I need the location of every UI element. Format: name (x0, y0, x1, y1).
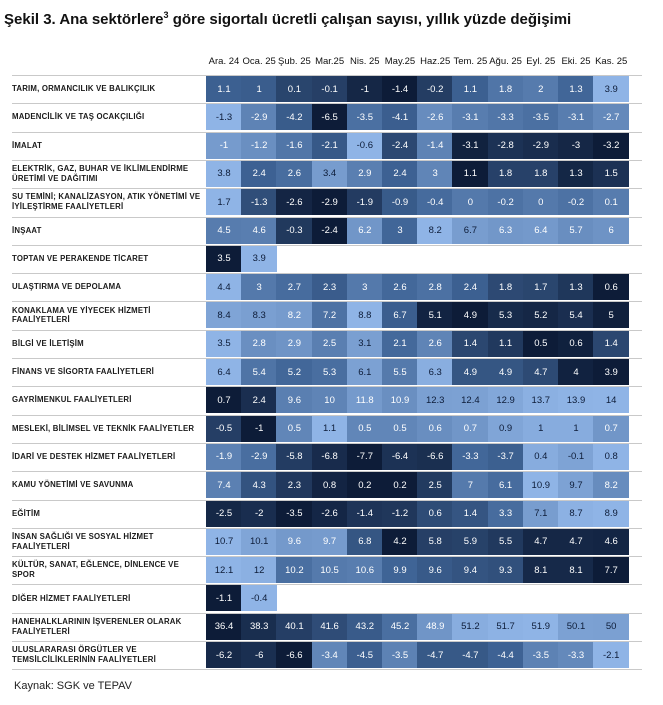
heatmap-cell: -1.9 (347, 189, 383, 215)
chart-title-main: Şekil 3. Ana sektörlere (4, 11, 164, 28)
heatmap-cell: 7.2 (312, 302, 348, 328)
heatmap-cell: 4.5 (206, 218, 242, 244)
heatmap-cell: 5.4 (558, 302, 594, 328)
heatmap-cell: 48.9 (417, 614, 453, 640)
heatmap-cell: 0.5 (523, 331, 559, 357)
heatmap-cell: 8.4 (206, 302, 242, 328)
heatmap-cell: 1 (523, 416, 559, 442)
heatmap-cell: -3.5 (276, 501, 312, 527)
heatmap-cell: 0.6 (558, 331, 594, 357)
heatmap-cell: 10.9 (523, 472, 559, 498)
row-label: İNSAN SAĞLIĞI VE SOSYAL HİZMET FAALİYETLERİ (12, 532, 154, 551)
heatmap-cell: 9.7 (558, 472, 594, 498)
row-label: KÜLTÜR, SANAT, EĞLENCE, DİNLENCE VE SPOR (12, 560, 179, 580)
heatmap-cell: -1 (206, 133, 242, 159)
row-label: EĞİTİM (12, 508, 41, 518)
heatmap-cell: 6 (593, 218, 629, 244)
column-header: Mar.25 (315, 56, 345, 67)
heatmap-cell: 1.1 (452, 161, 488, 187)
heatmap-cell: 4 (558, 359, 594, 385)
heatmap-cell: 2.3 (276, 472, 312, 498)
source-note: Kaynak: SGK ve TEPAV (14, 680, 132, 692)
row-label: HANEHALKLARININ İŞVERENLER OLARAK FAALİYETLERİ (12, 616, 182, 636)
heatmap-cell: 1.8 (488, 76, 524, 102)
heatmap-cell: -6.8 (312, 444, 348, 470)
heatmap-cell: 0.6 (593, 274, 629, 300)
row-label: ULAŞTIRMA VE DEPOLAMA (12, 282, 122, 292)
heatmap-cell: 10.5 (312, 557, 348, 583)
heatmap-cell: 2.9 (276, 331, 312, 357)
heatmap-cell: 3.9 (593, 76, 629, 102)
heatmap-cell: 5 (593, 302, 629, 328)
heatmap-cell: 9.6 (417, 557, 453, 583)
heatmap-cell: 6.7 (452, 218, 488, 244)
heatmap-cell: 0.7 (452, 416, 488, 442)
column-header: Kas. 25 (595, 56, 628, 67)
heatmap-cell: 11.8 (347, 387, 383, 413)
heatmap-cell: -1 (241, 416, 277, 442)
heatmap-cell: 1.1 (206, 76, 242, 102)
column-header: Eyl. 25 (526, 56, 556, 67)
column-header: Tem. 25 (453, 56, 488, 67)
heatmap-cell: 1.8 (523, 161, 559, 187)
heatmap-cell: 4.9 (488, 359, 524, 385)
heatmap-cell: 4.7 (558, 529, 594, 555)
heatmap-cell: 2.5 (312, 331, 348, 357)
row-label: KONAKLAMA VE YİYECEK HİZMETİ FAALİYETLERİ (12, 305, 151, 325)
heatmap-cell: -1.9 (206, 444, 242, 470)
row-label: İMALAT (12, 140, 43, 150)
heatmap-cell: -4.2 (276, 104, 312, 130)
heatmap-cell: 4.7 (523, 359, 559, 385)
heatmap-cell: 13.7 (523, 387, 559, 413)
row-label: İNŞAAT (12, 225, 42, 235)
heatmap-cell: 3.9 (241, 246, 277, 272)
heatmap-cell: 8.9 (593, 501, 629, 527)
heatmap-cell: 0.7 (593, 416, 629, 442)
column-header: Ara. 24 (208, 56, 240, 67)
heatmap-cell: 12 (241, 557, 277, 583)
column-header: Şub. 25 (278, 56, 311, 67)
heatmap-cell: 2.8 (241, 331, 277, 357)
heatmap-cell: -3.4 (312, 642, 348, 668)
heatmap-cell: 0.9 (488, 416, 524, 442)
heatmap-cell: -6.4 (382, 444, 418, 470)
heatmap-cell: 36.4 (206, 614, 242, 640)
heatmap-cell: 10.6 (347, 557, 383, 583)
heatmap-cell: -4.1 (382, 104, 418, 130)
heatmap-cell: -5.8 (276, 444, 312, 470)
heatmap-cell: -0.1 (558, 444, 594, 470)
heatmap-cell: -2.9 (523, 133, 559, 159)
heatmap-cell: 8.1 (523, 557, 559, 583)
heatmap-cell: 0.4 (523, 444, 559, 470)
heatmap-cell: 2.4 (241, 161, 277, 187)
heatmap-cell: 12.4 (452, 387, 488, 413)
heatmap-cell: 4.4 (206, 274, 242, 300)
heatmap-cell: 2.4 (382, 161, 418, 187)
row-label: ULUSLARARASI ÖRGÜTLER VE TEMSİLCİLİKLERİNİN FAALİYETLERİ (12, 645, 156, 664)
heatmap-cell: -2.7 (593, 104, 629, 130)
heatmap-cell: 4.6 (593, 529, 629, 555)
heatmap-cell: 2.3 (312, 274, 348, 300)
heatmap-cell: 45.2 (382, 614, 418, 640)
heatmap-cell: -3.1 (452, 104, 488, 130)
heatmap-cell: 9.6 (276, 529, 312, 555)
heatmap-cell: 5.4 (241, 359, 277, 385)
row-label: KAMU YÖNETİMİ VE SAVUNMA (12, 480, 134, 490)
heatmap-cell: -4.4 (488, 642, 524, 668)
heatmap-cell: 3.5 (206, 331, 242, 357)
heatmap-cell: 2.6 (276, 161, 312, 187)
heatmap-cell: -6.6 (417, 444, 453, 470)
heatmap-cell: -3.3 (488, 104, 524, 130)
heatmap-cell: 8.3 (241, 302, 277, 328)
heatmap-cell: -0.4 (241, 585, 277, 611)
heatmap-cell: -1.3 (206, 104, 242, 130)
heatmap-cell: 2.5 (417, 472, 453, 498)
heatmap-cell: -6.2 (206, 642, 242, 668)
heatmap-cell: -2.8 (488, 133, 524, 159)
heatmap-cell: 9.4 (452, 557, 488, 583)
heatmap-cell: 12.3 (417, 387, 453, 413)
heatmap-cell: 5.3 (488, 302, 524, 328)
heatmap-cell: 8.8 (347, 302, 383, 328)
heatmap-cell: 1.8 (488, 274, 524, 300)
heatmap-cell: 5.8 (417, 529, 453, 555)
heatmap-cell: 5.5 (382, 359, 418, 385)
heatmap-cell: -0.2 (558, 189, 594, 215)
heatmap-cell: 51.2 (452, 614, 488, 640)
heatmap-cell: 6.1 (347, 359, 383, 385)
heatmap-cell: 1.1 (488, 331, 524, 357)
heatmap-cell: 0.5 (276, 416, 312, 442)
heatmap-cell: 5.2 (276, 359, 312, 385)
heatmap-cell: 0.5 (347, 416, 383, 442)
heatmap-cell: -3.1 (452, 133, 488, 159)
heatmap-cell: 0.6 (417, 416, 453, 442)
heatmap-cell: -1.4 (382, 76, 418, 102)
heatmap-cell: 6.3 (488, 218, 524, 244)
heatmap-cell: 4.2 (382, 529, 418, 555)
heatmap-cell: 43.2 (347, 614, 383, 640)
row-divider (12, 669, 642, 670)
chart-title-footnote: 3 (163, 10, 169, 20)
row-label: GAYRİMENKUL FAALİYETLERİ (12, 395, 132, 405)
heatmap-cell: 2.4 (452, 274, 488, 300)
heatmap-cell: 8.7 (558, 501, 594, 527)
heatmap-cell: -1.1 (206, 585, 242, 611)
heatmap-cell: -1 (347, 76, 383, 102)
row-label: TARIM, ORMANCILIK VE BALIKÇILIK (12, 84, 156, 94)
heatmap-cell: 50.1 (558, 614, 594, 640)
heatmap-cell: 0.2 (382, 472, 418, 498)
heatmap-cell: 1.5 (593, 161, 629, 187)
heatmap-cell: -2.6 (417, 104, 453, 130)
heatmap-cell: 9.3 (488, 557, 524, 583)
heatmap-cell: 1.8 (488, 161, 524, 187)
heatmap-cell: 6.4 (523, 218, 559, 244)
column-header: May.25 (384, 56, 416, 67)
heatmap-cell: 4.3 (241, 472, 277, 498)
heatmap-cell: -1.2 (241, 133, 277, 159)
heatmap-cell: 1.4 (452, 501, 488, 527)
heatmap-cell: 7.7 (593, 557, 629, 583)
heatmap-cell: 9.7 (312, 529, 348, 555)
heatmap-cell: -1.6 (276, 133, 312, 159)
heatmap-cell: -6.6 (276, 642, 312, 668)
heatmap-cell: 1.3 (558, 76, 594, 102)
heatmap-cell: 6.3 (417, 359, 453, 385)
heatmap-cell: -2.9 (241, 444, 277, 470)
heatmap-cell: 2.4 (241, 387, 277, 413)
heatmap-cell: -1.3 (241, 189, 277, 215)
heatmap-cell: -1.2 (382, 501, 418, 527)
column-header: Oca. 25 (242, 56, 276, 67)
heatmap-cell: 1.7 (523, 274, 559, 300)
heatmap-cell: 10 (312, 387, 348, 413)
heatmap-cell: 9.6 (276, 387, 312, 413)
heatmap-cell: -3.5 (523, 104, 559, 130)
heatmap-cell: 5.2 (523, 302, 559, 328)
heatmap-cell: -3.3 (558, 642, 594, 668)
heatmap-cell: 6.1 (488, 472, 524, 498)
heatmap-cell: 51.9 (523, 614, 559, 640)
heatmap-cell: -0.9 (382, 189, 418, 215)
column-header: Ağu. 25 (489, 56, 522, 67)
heatmap-cell: 7 (452, 472, 488, 498)
heatmap-cell: 4.6 (241, 218, 277, 244)
heatmap-cell: 8.1 (558, 557, 594, 583)
heatmap-cell: 14 (593, 387, 629, 413)
heatmap-cell: 4.9 (452, 359, 488, 385)
heatmap-cell: 6.8 (347, 529, 383, 555)
heatmap-cell: -2.6 (276, 189, 312, 215)
heatmap-cell: -2.6 (312, 501, 348, 527)
heatmap-cell: 5.7 (558, 218, 594, 244)
heatmap-cell: -2.4 (312, 218, 348, 244)
heatmap-cell: 1.1 (312, 416, 348, 442)
heatmap-cell: 0.8 (593, 444, 629, 470)
heatmap-cell: 2.1 (382, 331, 418, 357)
heatmap-cell: -6 (241, 642, 277, 668)
heatmap-cell: 8.2 (593, 472, 629, 498)
heatmap-cell: 3.1 (347, 331, 383, 357)
heatmap-cell: 3.9 (593, 359, 629, 385)
heatmap-cell: -3.5 (347, 104, 383, 130)
row-label: MADENCİLİK VE TAŞ OCAKÇILIĞI (12, 112, 145, 122)
heatmap-cell: 9.9 (382, 557, 418, 583)
heatmap-cell: -3.3 (452, 444, 488, 470)
row-label: TOPTAN VE PERAKENDE TİCARET (12, 253, 149, 263)
heatmap-cell: 7.4 (206, 472, 242, 498)
heatmap-cell: 0.6 (417, 501, 453, 527)
heatmap-cell: -3.2 (593, 133, 629, 159)
heatmap-cell: 1.4 (452, 331, 488, 357)
heatmap-cell: 6.7 (382, 302, 418, 328)
heatmap-cell: -4.7 (417, 642, 453, 668)
heatmap-cell: -4.7 (452, 642, 488, 668)
heatmap-cell: 1 (241, 76, 277, 102)
heatmap-cell: 10.2 (276, 557, 312, 583)
heatmap-cell: 6.4 (206, 359, 242, 385)
row-label: FİNANS VE SİGORTA FAALİYETLERİ (12, 367, 155, 377)
heatmap-cell: 7.1 (523, 501, 559, 527)
heatmap-cell: 3 (382, 218, 418, 244)
heatmap-cell: 3.8 (206, 161, 242, 187)
chart-title-rest: göre sigortalı ücretli çalışan sayısı, yıllık yüzde değişimi (168, 11, 572, 28)
heatmap-cell: 12.1 (206, 557, 242, 583)
heatmap-cell: 0.5 (382, 416, 418, 442)
heatmap-cell: -1.4 (417, 133, 453, 159)
heatmap-cell: 12.9 (488, 387, 524, 413)
heatmap-cell: 8.2 (276, 302, 312, 328)
row-label: MESLEKİ, BİLİMSEL VE TEKNİK FAALİYETLER (12, 423, 195, 433)
heatmap-cell: -0.5 (206, 416, 242, 442)
heatmap-cell: 0 (523, 189, 559, 215)
heatmap-cell: 3 (347, 274, 383, 300)
heatmap-cell: 5.3 (312, 359, 348, 385)
heatmap-cell: 1.1 (452, 76, 488, 102)
heatmap-cell: 4.9 (452, 302, 488, 328)
heatmap-cell: -0.4 (417, 189, 453, 215)
row-label: İDARİ VE DESTEK HİZMET FAALİYETLERİ (12, 452, 176, 462)
heatmap-cell: 5.9 (452, 529, 488, 555)
heatmap-cell: 51.7 (488, 614, 524, 640)
heatmap-cell: 2.9 (347, 161, 383, 187)
heatmap-cell: -6.5 (312, 104, 348, 130)
heatmap-cell: 3.5 (206, 246, 242, 272)
heatmap-cell: 4.7 (523, 529, 559, 555)
heatmap-cell: 6.2 (347, 218, 383, 244)
heatmap-cell: 0.7 (206, 387, 242, 413)
column-header: Eki. 25 (561, 56, 591, 67)
heatmap-cell: 3 (417, 161, 453, 187)
heatmap-cell: 2.8 (417, 274, 453, 300)
heatmap-cell: 1.4 (593, 331, 629, 357)
heatmap-cell: -0.1 (312, 76, 348, 102)
heatmap-cell: -4.5 (347, 642, 383, 668)
chart-title (4, 10, 571, 28)
heatmap-cell: 13.9 (558, 387, 594, 413)
heatmap-cell: -2.9 (312, 189, 348, 215)
heatmap-cell: -2.9 (241, 104, 277, 130)
row-label: SU TEMİNİ; KANALİZASYON, ATIK YÖNETİMİ VE İYİLEŞTİRME FAALİYETLERİ (12, 192, 201, 212)
heatmap-cell: -2.1 (312, 133, 348, 159)
heatmap-cell: -3.1 (558, 104, 594, 130)
heatmap-cell: -3.5 (382, 642, 418, 668)
heatmap-cell: 2.6 (382, 274, 418, 300)
heatmap-cell: 3 (241, 274, 277, 300)
heatmap-cell: -2.4 (382, 133, 418, 159)
heatmap-cell: -0.6 (347, 133, 383, 159)
heatmap-cell: 0.8 (312, 472, 348, 498)
column-header: Nis. 25 (350, 56, 380, 67)
heatmap-cell: 8.2 (417, 218, 453, 244)
heatmap-cell: -0.2 (417, 76, 453, 102)
row-label: DİĞER HİZMET FAALİYETLERİ (12, 593, 131, 603)
heatmap-cell: -2.1 (593, 642, 629, 668)
heatmap-cell: -2 (241, 501, 277, 527)
heatmap-cell: -2.5 (206, 501, 242, 527)
column-header: Haz.25 (420, 56, 451, 67)
heatmap-cell: 2.6 (417, 331, 453, 357)
heatmap-cell: 50 (593, 614, 629, 640)
heatmap-cell: 0.1 (593, 189, 629, 215)
heatmap-cell: 3.3 (488, 501, 524, 527)
heatmap-cell: 1.3 (558, 161, 594, 187)
heatmap-cell: 38.3 (241, 614, 277, 640)
heatmap-cell: -3.5 (523, 642, 559, 668)
heatmap-cell: 10.1 (241, 529, 277, 555)
heatmap-cell: 1 (558, 416, 594, 442)
heatmap-cell: -7.7 (347, 444, 383, 470)
heatmap-cell: 10.9 (382, 387, 418, 413)
heatmap-cell: 1.7 (206, 189, 242, 215)
heatmap-cell: 2 (523, 76, 559, 102)
heatmap-cell: 3.4 (312, 161, 348, 187)
heatmap-cell: 1.3 (558, 274, 594, 300)
heatmap-cell: -3 (558, 133, 594, 159)
heatmap-cell: 41.6 (312, 614, 348, 640)
heatmap-cell: 10.7 (206, 529, 242, 555)
row-label: ELEKTRİK, GAZ, BUHAR VE İKLİMLENDİRME ÜRETİMİ VE DAĞITIMI (12, 164, 189, 183)
heatmap-cell: 0.1 (276, 76, 312, 102)
heatmap-cell: 40.1 (276, 614, 312, 640)
heatmap-cell: -3.7 (488, 444, 524, 470)
heatmap-cell: 0.2 (347, 472, 383, 498)
heatmap-cell: -0.3 (276, 218, 312, 244)
heatmap-cell: 2.7 (276, 274, 312, 300)
heatmap-cell: 0 (452, 189, 488, 215)
heatmap-cell: -1.4 (347, 501, 383, 527)
heatmap-cell: 5.1 (417, 302, 453, 328)
heatmap-cell: -0.2 (488, 189, 524, 215)
row-label: BİLGİ VE İLETİŞİM (12, 338, 84, 348)
heatmap-cell: 5.5 (488, 529, 524, 555)
